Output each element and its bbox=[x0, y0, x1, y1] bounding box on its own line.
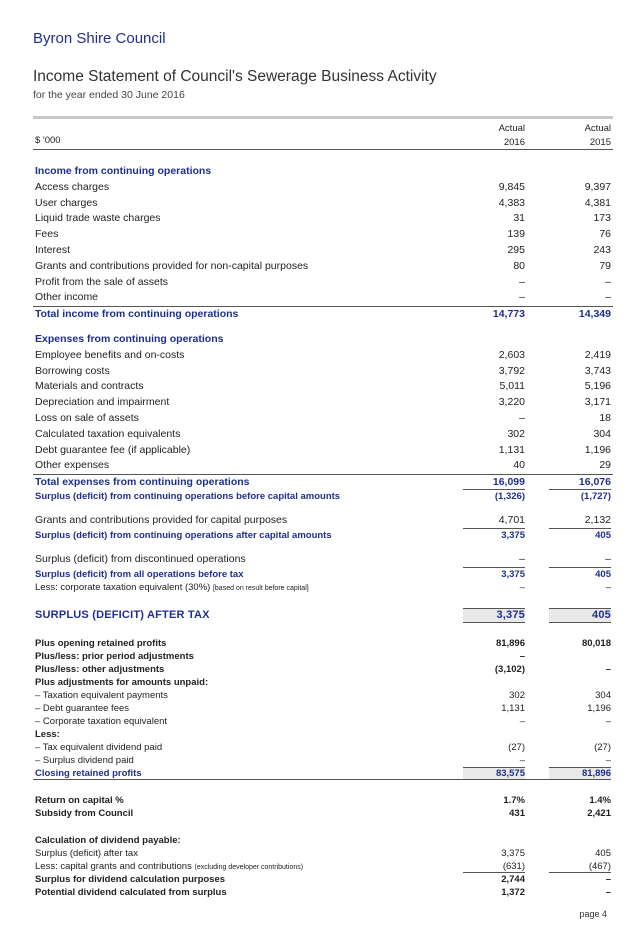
expense-row bbox=[33, 395, 613, 411]
retained-row-value-2016: – bbox=[519, 651, 525, 663]
expense-row-value-2016: 5,011 bbox=[499, 380, 525, 393]
income-row bbox=[33, 243, 613, 259]
income-row-value-2016: 31 bbox=[513, 212, 525, 225]
income-statement-table bbox=[33, 116, 613, 899]
all-ops-before-tax-row: Surplus (deficit) from all operations before tax 3,375 405 bbox=[35, 568, 611, 580]
retained-row-label: – Taxation equivalent payments bbox=[35, 690, 168, 702]
column-2016-type: Actual bbox=[498, 123, 525, 134]
retained-row-label: Plus/less: other adjustments bbox=[35, 664, 165, 676]
income-row-value-2015: 79 bbox=[599, 259, 611, 272]
expense-row-value-2015: 29 bbox=[599, 459, 611, 472]
retained-row bbox=[33, 663, 613, 676]
retained-row-label: Plus/less: prior period adjustments bbox=[35, 651, 194, 663]
expense-row bbox=[33, 427, 613, 443]
expense-row-value-2016: 1,131 bbox=[498, 443, 525, 456]
income-row-value-2016: 139 bbox=[507, 228, 525, 241]
income-row-value-2015: 4,381 bbox=[584, 196, 611, 209]
expense-row-value-2016: 3,220 bbox=[498, 396, 525, 409]
retained-row-label: – Debt guarantee fees bbox=[35, 703, 130, 715]
retained-row-value-2016: (3,102) bbox=[494, 664, 525, 676]
retained-row bbox=[33, 728, 613, 741]
corporate-tax-row: Less: corporate taxation equivalent (30%) [based on result before capital] – – bbox=[35, 581, 611, 593]
dividend-less-label: Less: capital grants and contributions bbox=[35, 861, 192, 873]
retained-rows bbox=[33, 637, 613, 767]
expense-row bbox=[33, 364, 613, 380]
page-title: Income Statement of Council's Sewerage Business Activity bbox=[33, 68, 437, 85]
income-heading: Income from continuing operations bbox=[35, 165, 212, 177]
expense-row-value-2015: 304 bbox=[593, 427, 611, 440]
income-row-label: Profit from the sale of assets bbox=[35, 275, 169, 288]
income-row bbox=[33, 275, 613, 291]
closing-retained-row: Closing retained profits 83,575 81,896 bbox=[35, 768, 611, 780]
column-2015-type: Actual bbox=[584, 123, 611, 134]
income-row-label: Liquid trade waste charges bbox=[35, 212, 161, 225]
dividend-heading: Calculation of dividend payable: bbox=[35, 835, 181, 847]
retained-row-label: Less: bbox=[35, 729, 60, 741]
expense-row-label: Materials and contracts bbox=[35, 380, 144, 393]
retained-row-value-2016: – bbox=[519, 716, 525, 728]
income-row-value-2016: 295 bbox=[507, 243, 525, 256]
income-row bbox=[33, 290, 613, 306]
expense-row-label: Employee benefits and on-costs bbox=[35, 348, 185, 361]
expense-row-label: Other expenses bbox=[35, 459, 110, 472]
income-row-value-2016: 80 bbox=[513, 259, 525, 272]
total-income-row: Total income from continuing operations 14,773 14,349 bbox=[35, 308, 611, 321]
retained-row-label: Plus adjustments for amounts unpaid: bbox=[35, 677, 209, 689]
retained-row-value-2016: (27) bbox=[508, 742, 525, 754]
units-label: $ '000 bbox=[35, 135, 61, 146]
column-2016-year: 2016 bbox=[503, 137, 525, 148]
page-number: page 4 bbox=[579, 909, 607, 919]
income-row bbox=[33, 196, 613, 212]
dividend-less-note: (excluding developer contributions) bbox=[194, 864, 304, 872]
income-row-value-2015: 9,397 bbox=[584, 180, 611, 193]
expense-row-value-2015: 1,196 bbox=[584, 443, 611, 456]
retained-row bbox=[33, 650, 613, 663]
income-row-label: Access charges bbox=[35, 180, 110, 193]
expense-row bbox=[33, 379, 613, 395]
income-row bbox=[33, 259, 613, 275]
surplus-after-capital-row: Surplus (deficit) from continuing operations after capital amounts 3,375 405 bbox=[35, 529, 611, 541]
retained-row bbox=[33, 715, 613, 728]
income-row-value-2015: 243 bbox=[593, 243, 611, 256]
expense-row-value-2016: – bbox=[519, 411, 525, 424]
expense-row bbox=[33, 411, 613, 427]
corporate-tax-note: [based on result before capital] bbox=[212, 584, 309, 592]
council-name: Byron Shire Council bbox=[33, 30, 166, 47]
dividend-purposes-row: Surplus for dividend calculation purposes 2,744 – bbox=[35, 874, 611, 886]
retained-row-value-2016: 1,131 bbox=[501, 703, 525, 715]
income-row-value-2016: 9,845 bbox=[498, 180, 525, 193]
expenses-heading: Expenses from continuing operations bbox=[35, 332, 224, 345]
expense-row-value-2015: 2,419 bbox=[584, 348, 611, 361]
expense-row-value-2015: 3,171 bbox=[584, 396, 611, 409]
retained-row-value-2016: 302 bbox=[509, 690, 525, 702]
retained-row-value-2015: – bbox=[605, 664, 611, 676]
expense-row-label: Depreciation and impairment bbox=[35, 396, 170, 409]
income-rows bbox=[33, 180, 613, 306]
retained-row-value-2015: 1,196 bbox=[587, 703, 611, 715]
retained-row bbox=[33, 676, 613, 689]
retained-row-label: – Tax equivalent dividend paid bbox=[35, 742, 163, 754]
retained-row bbox=[33, 689, 613, 702]
retained-row bbox=[33, 637, 613, 650]
expense-row-label: Loss on sale of assets bbox=[35, 411, 139, 424]
income-row-value-2015: 76 bbox=[599, 228, 611, 241]
discontinued-ops-row: Surplus (deficit) from discontinued operations – – bbox=[33, 552, 613, 568]
retained-row bbox=[33, 702, 613, 715]
retained-row-label: Plus opening retained profits bbox=[35, 638, 167, 650]
corporate-tax-label: Less: corporate taxation equivalent (30%) bbox=[35, 581, 211, 593]
income-row-label: Grants and contributions provided for non-capital purposes bbox=[35, 259, 309, 272]
expense-row-value-2015: 5,196 bbox=[584, 380, 611, 393]
retained-row-label: – Corporate taxation equivalent bbox=[35, 716, 168, 728]
dividend-surplus-after-tax-row: Surplus (deficit) after tax 3,375 405 bbox=[35, 848, 611, 860]
expense-row bbox=[33, 443, 613, 459]
income-row-value-2015: – bbox=[605, 291, 611, 304]
income-row-value-2015: – bbox=[605, 275, 611, 288]
income-row-label: Other income bbox=[35, 291, 99, 304]
capital-grants-row: Grants and contributions provided for capital purposes 4,701 2,132 bbox=[33, 513, 613, 529]
surplus-before-capital-row: Surplus (deficit) from continuing operations before capital amounts (1,326) (1,727) bbox=[35, 490, 611, 502]
income-row-value-2015: 173 bbox=[593, 212, 611, 225]
income-row-value-2016: – bbox=[519, 275, 525, 288]
income-row bbox=[33, 211, 613, 227]
retained-row-value-2016: 81,896 bbox=[495, 638, 525, 650]
potential-dividend-row: Potential dividend calculated from surplus 1,372 – bbox=[35, 887, 611, 899]
income-row-value-2016: 4,383 bbox=[498, 196, 525, 209]
retained-row-value-2015: 304 bbox=[595, 690, 611, 702]
table-header bbox=[33, 116, 613, 150]
expense-row-value-2015: 3,743 bbox=[584, 364, 611, 377]
column-2015-year: 2015 bbox=[589, 137, 611, 148]
expense-row-label: Borrowing costs bbox=[35, 364, 110, 377]
expense-rows bbox=[33, 348, 613, 474]
retained-row-value-2015: – bbox=[605, 716, 611, 728]
expense-row-value-2016: 302 bbox=[507, 427, 525, 440]
retained-row bbox=[33, 754, 613, 767]
income-row bbox=[33, 227, 613, 243]
page-subtitle: for the year ended 30 June 2016 bbox=[33, 89, 185, 101]
income-row-label: Fees bbox=[35, 228, 59, 241]
retained-row-value-2015: 80,018 bbox=[581, 638, 611, 650]
income-row bbox=[33, 180, 613, 196]
retained-row-value-2015: (27) bbox=[594, 742, 611, 754]
dividend-less-capital-row: Less: capital grants and contributions (excluding developer contributions) (631) (467) bbox=[35, 861, 611, 873]
expense-row-value-2015: 18 bbox=[599, 411, 611, 424]
expense-row-value-2016: 3,792 bbox=[498, 364, 525, 377]
surplus-after-tax-row: SURPLUS (DEFICIT) AFTER TAX 3,375 405 bbox=[33, 608, 613, 624]
retained-row-label: – Surplus dividend paid bbox=[35, 755, 134, 767]
column-2016-header bbox=[465, 122, 525, 150]
income-row-label: Interest bbox=[35, 243, 71, 256]
expense-row bbox=[33, 348, 613, 364]
income-row-value-2016: – bbox=[519, 291, 525, 304]
return-on-capital-row: Return on capital % 1.7% 1.4% bbox=[35, 795, 611, 807]
subsidy-row: Subsidy from Council 431 2,421 bbox=[35, 808, 611, 820]
income-row-label: User charges bbox=[35, 196, 98, 209]
column-2015-header bbox=[551, 122, 611, 150]
expense-row-value-2016: 40 bbox=[513, 459, 525, 472]
expense-row bbox=[33, 458, 613, 474]
total-expenses-row: Total expenses from continuing operations 16,099 16,076 bbox=[35, 476, 611, 489]
expense-row-label: Debt guarantee fee (if applicable) bbox=[35, 443, 191, 456]
expense-row-label: Calculated taxation equivalents bbox=[35, 427, 181, 440]
expense-row-value-2016: 2,603 bbox=[498, 348, 525, 361]
retained-row bbox=[33, 741, 613, 754]
retained-row-value-2015: – bbox=[605, 755, 611, 767]
retained-row-value-2016: – bbox=[519, 755, 525, 767]
